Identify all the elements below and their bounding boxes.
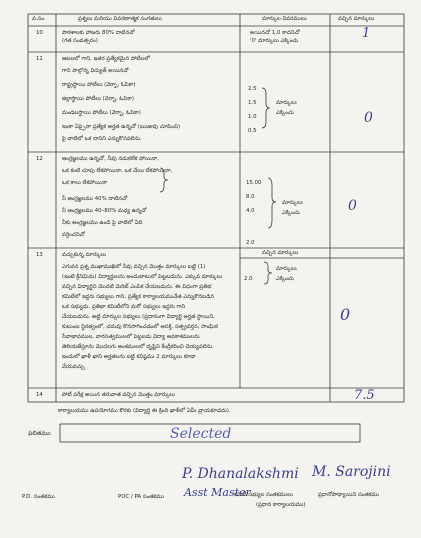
row-text-line: పై వాటిలో ఒక దానిని ఎన్నుకొనవలెను. (62, 136, 142, 142)
row-text-line: ఆంగ్లజ్ఞలము ఉన్నచో, నీవు నడుకలేక పోయినా, (62, 156, 159, 162)
awarded-mark: 0 (348, 198, 357, 214)
mark-value: 2.0 (246, 240, 255, 246)
row-text-line: వేయవచ్చు (62, 364, 85, 370)
marks-label: మార్కులు (276, 266, 297, 272)
row-number: 14 (36, 392, 43, 398)
row-text-line: పోటీ పరీక్ష అయిన తరువాత వచ్చిన మొత్తం మార్కులు (62, 392, 175, 398)
row-text-line: ఇంకా ఏప్పైనా ప్రత్యేక అర్హత ఉన్నచో (ఋజువు చూపించి) (62, 124, 181, 130)
awarded-mark: 1 (362, 26, 371, 41)
signature-caption-headmaster: ప్రధానోపాధ్యాయిని సంతకము (318, 492, 380, 498)
row-text-line: రాష్ట్రస్థాయి పోటీలు (వెర్బా, ఓపికా) (62, 82, 136, 88)
row-text-line: నీ ఆంగ్లజ్ఞలము 40–80% మధ్య ఉన్నచో (62, 208, 147, 214)
marks-label: ఎక్కించు (276, 110, 294, 116)
row-text-line: ఆటలలో గాని, ఇతర ప్రత్యేకమైన పోటీలలో (62, 56, 150, 62)
row-text-line: చేయబడును. అట్టి మార్కుల సభ్యులు (ప్రధానంగా విద్యార్థి అర్హత స్థాయిని, (62, 314, 215, 320)
header-awarded: వచ్చిన మార్కులు (338, 16, 375, 22)
mark-value: 15.00 (246, 180, 262, 186)
mark-value: 0.5 (248, 128, 257, 134)
row-text-line: (ఇంటి క్రీనిమిమ) విద్యార్థులను అందుబాటులో పెట్టబడును. ఎక్కువ మార్కులు (62, 274, 223, 280)
row-text-line: కమిటీలో ఇద్దరు సభ్యులు గాని, ప్రత్యేక కార్యాలయముచేత ఎన్నుకొనబడిన (62, 294, 214, 300)
mark-value: 1.5 (248, 100, 257, 106)
marks-label: మార్కులు (276, 100, 297, 106)
signature-caption-pdo: P.D. సంతకము (22, 494, 55, 500)
row-text-line: నీకు ఆంగ్లజ్ఞలము ఉండి పై వాటిలో ఏది (62, 220, 143, 226)
signature-handwritten: P. Dhanalakshmi (182, 466, 299, 482)
result-value: Selected (170, 426, 232, 442)
row-text-line: జిల్లాస్థాయి పోటీలు (వెర్బా, ఓపికా) (62, 96, 134, 102)
marks-info-line: '0' మార్కులు ఎక్కించు (250, 38, 299, 44)
row-number: 13 (36, 252, 43, 258)
signature-caption-member: కమిటీ సభ్యుల సంతకములు (234, 492, 293, 498)
row-text-line: నీ ఆంగ్లజ్ఞలము 40% దాటినచో (62, 196, 128, 202)
marks-label: ఎక్కించు (282, 210, 300, 216)
mark-value: 1.0 (248, 114, 257, 120)
row-number: 10 (36, 30, 43, 36)
marks-info-line: అయినచో 1.0 కాదనిచో (250, 30, 300, 36)
office-use-note: కార్యాలయము ఉపయోగము కొరకు (విద్యార్థి ఈ క్రింది ఖాళీలో ఏమీ వ్రాయకూడదు). (58, 408, 231, 414)
signature-caption-office: (ప్రధాన కార్యాలయము) (256, 502, 306, 508)
row-text-line: సేవాభావముల, వారసత్వములలో పెట్టబడు విద్యా అవకాశములను (62, 334, 200, 340)
row-number: 12 (36, 156, 43, 162)
column-heading: వచ్చిన మార్కులు (262, 250, 299, 256)
row-text-line: (గత సంవత్సరం) (62, 38, 98, 44)
row-text-line: గాని పాల్గొన్న విద్యుత్ అయినచో (62, 68, 129, 74)
mark-value: 4.0 (246, 208, 255, 214)
signature-designation: Asst Master (184, 486, 251, 499)
mark-value: 2.0 (244, 276, 253, 282)
row-text-line: మండలస్థాయి పోటీలు (వెర్బా, ఓపికా) (62, 110, 141, 116)
awarded-mark: 0 (364, 110, 373, 126)
row-text-line: ఒక కాలు లేకపోయినా (62, 180, 108, 186)
row-text-line: పాఠశాలకు హాజరు 80% దాటినచో (62, 30, 135, 36)
result-label: ఫలితము: (28, 430, 52, 437)
marks-label: మార్కులు (282, 200, 303, 206)
row-text-line: ఇందులో ఖాళీ ఖాని అర్హతలను బట్టి కనిష్ఠము 2 మార్కులు కూడా (62, 354, 196, 360)
row-number: 11 (36, 56, 43, 62)
mark-value: 8.0 (246, 194, 255, 200)
row-text-line: వర్తించనిచో (62, 232, 85, 238)
row-text-line: వచ్చిన విద్యార్థిని మొదటి మెరిట్ ఎంపిక చేయబడును. ఈ విధంగా ప్రతిభ (62, 284, 212, 290)
row-text-line: తెలియజేస్తూను మొదలగు అంశములలో దృష్టిని కేంద్రీకరించి చెయ్యవలెను. (62, 344, 214, 350)
header-question: ప్రశ్నలు మరియు వివరణాత్మక సంగతులు (78, 16, 162, 22)
row-text-line: ఎగువన ప్రశ్న ముఖాముఖిలో నీవు వచ్చిన మొత్తం మార్కులు బట్టి (1) (62, 264, 206, 270)
header-sno: వ.సం. (32, 16, 46, 22)
mark-value: 2.5 (248, 86, 257, 92)
row-heading: వచ్చుకున్న మార్కులు (62, 252, 107, 258)
awarded-mark: 0 (340, 305, 351, 324)
row-text-line: కుటుంబ స్థిరత్వంలో, చదువు కొనసాగించడంలో ఆసక్తి, సత్ప్రవర్తన, సాంఘిక (62, 324, 218, 330)
row-text-line: ఒక సభ్యుడు, ప్రతిభా కమిటీలోని మరో సభ్యులు ఇద్దరు గాని (62, 304, 186, 310)
row-text-line: ఒక కంటి చూపు లేకపోయినా, ఒక చేయి లేకపోయినా, (62, 168, 173, 174)
marks-label: ఎక్కించు (276, 276, 294, 282)
signature-handwritten: M. Sarojini (312, 464, 391, 480)
header-marks-info: మార్కుల వివరములు (262, 16, 307, 22)
signature-caption-poc: POC / PA సంతకము (118, 494, 164, 500)
total-awarded-mark: 7.5 (354, 388, 375, 403)
